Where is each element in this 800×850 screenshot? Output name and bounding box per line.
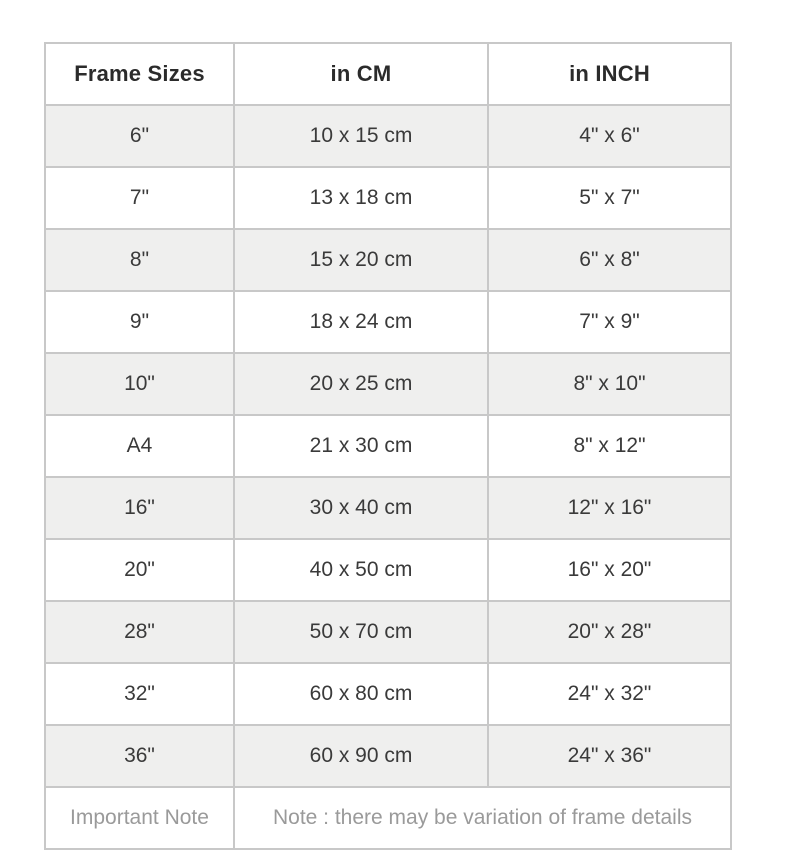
cm-cell: 18 x 24 cm — [234, 291, 488, 353]
table-row — [45, 415, 731, 477]
inch-cell: 8" x 12" — [488, 415, 731, 477]
footer-left-cell: Important Note — [45, 787, 234, 849]
table-row — [45, 353, 731, 415]
table-row — [45, 539, 731, 601]
cm-cell: 20 x 25 cm — [234, 353, 488, 415]
frame-size-cell: 32" — [45, 663, 234, 725]
table-row — [45, 291, 731, 353]
cm-cell: 10 x 15 cm — [234, 105, 488, 167]
inch-cell: 20" x 28" — [488, 601, 731, 663]
cm-cell: 13 x 18 cm — [234, 167, 488, 229]
cm-cell: 60 x 90 cm — [234, 725, 488, 787]
col-header-cm: in CM — [234, 43, 488, 105]
frame-size-cell: 8" — [45, 229, 234, 291]
inch-cell: 24" x 36" — [488, 725, 731, 787]
inch-cell: 12" x 16" — [488, 477, 731, 539]
cm-cell: 15 x 20 cm — [234, 229, 488, 291]
inch-cell: 5" x 7" — [488, 167, 731, 229]
frame-size-cell: 20" — [45, 539, 234, 601]
cm-cell: 60 x 80 cm — [234, 663, 488, 725]
table-row — [45, 601, 731, 663]
header-row — [45, 43, 731, 105]
inch-cell: 24" x 32" — [488, 663, 731, 725]
cm-cell: 21 x 30 cm — [234, 415, 488, 477]
inch-cell: 8" x 10" — [488, 353, 731, 415]
frame-size-table — [44, 42, 732, 850]
table-row — [45, 477, 731, 539]
inch-cell: 6" x 8" — [488, 229, 731, 291]
frame-size-cell: 7" — [45, 167, 234, 229]
table-row — [45, 663, 731, 725]
inch-cell: 4" x 6" — [488, 105, 731, 167]
inch-cell: 16" x 20" — [488, 539, 731, 601]
footer-row — [45, 787, 731, 849]
cm-cell: 30 x 40 cm — [234, 477, 488, 539]
cm-cell: 40 x 50 cm — [234, 539, 488, 601]
frame-size-cell: 10" — [45, 353, 234, 415]
inch-cell: 7" x 9" — [488, 291, 731, 353]
table-body — [45, 105, 731, 787]
frame-size-cell: 6" — [45, 105, 234, 167]
frame-size-cell: 16" — [45, 477, 234, 539]
table-row — [45, 725, 731, 787]
table-row — [45, 167, 731, 229]
cm-cell: 50 x 70 cm — [234, 601, 488, 663]
table-row — [45, 229, 731, 291]
table-row — [45, 105, 731, 167]
frame-size-cell: 36" — [45, 725, 234, 787]
frame-size-cell: 28" — [45, 601, 234, 663]
footer-note-cell: Note : there may be variation of frame details — [234, 787, 731, 849]
col-header-frame-sizes: Frame Sizes — [45, 43, 234, 105]
col-header-inch: in INCH — [488, 43, 731, 105]
frame-size-cell: A4 — [45, 415, 234, 477]
frame-size-cell: 9" — [45, 291, 234, 353]
